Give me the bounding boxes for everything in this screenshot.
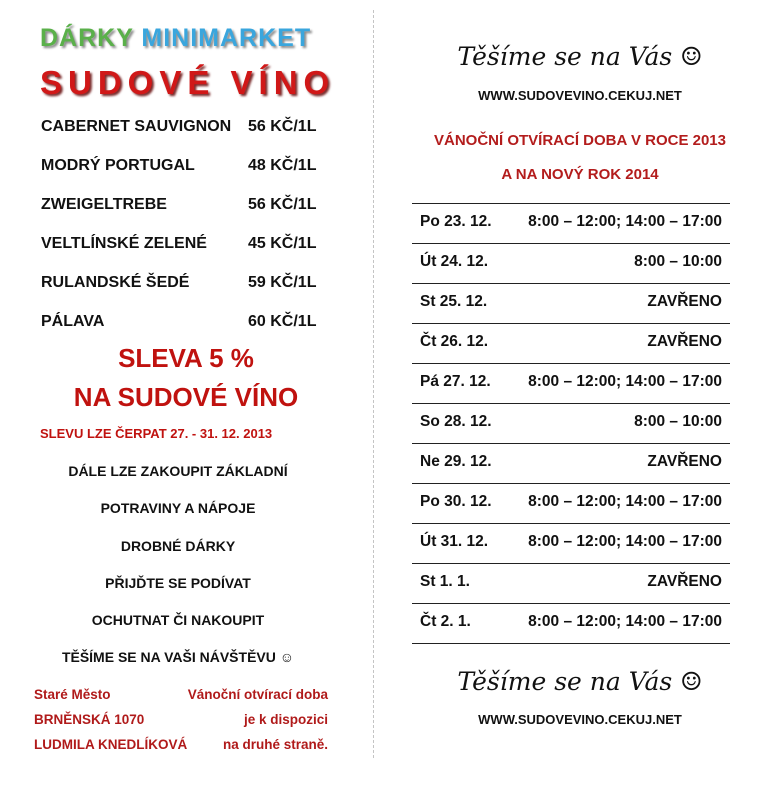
hours-subtitle: A NA NOVÝ ROK 2014: [501, 166, 659, 183]
hours-time: 8:00 – 10:00: [634, 253, 722, 270]
info-line: OCHUTNAT ČI NAKOUPIT: [91, 612, 265, 628]
hours-day: Po 23. 12.: [420, 213, 492, 230]
hours-time: ZAVŘENO: [647, 573, 722, 590]
info-line: TĚŠÍME SE NA VAŠI NÁVŠTĚVU ☺: [61, 649, 295, 665]
hours-time: 8:00 – 12:00; 14:00 – 17:00: [528, 613, 722, 630]
wine-row: [41, 190, 341, 229]
hours-time: 8:00 – 12:00; 14:00 – 17:00: [528, 213, 722, 230]
wine-price: 56 KČ/1L: [248, 118, 317, 135]
notice-line: je k dispozici: [243, 712, 328, 727]
info-line: POTRAVINY A NÁPOJE: [100, 500, 256, 516]
brand-darky: DÁRKY: [40, 24, 134, 52]
wine-row: [41, 112, 341, 151]
wine-price: 56 KČ/1L: [248, 196, 317, 213]
product-title: SUDOVÉ VÍNO: [40, 64, 336, 101]
left-panel: [0, 0, 372, 786]
hours-time: 8:00 – 12:00; 14:00 – 17:00: [528, 373, 722, 390]
wine-row: [41, 268, 341, 307]
wine-name: CABERNET SAUVIGNON: [41, 118, 232, 135]
right-panel: [390, 0, 770, 786]
wine-row: [41, 229, 341, 268]
sale-headline: SLEVA 5 %: [118, 343, 254, 373]
sale-subheadline: NA SUDOVÉ VÍNO: [73, 382, 299, 412]
wine-row: [41, 151, 341, 190]
tagline-bottom: Těšíme se na Vás ☺: [457, 667, 703, 696]
hours-row: [412, 364, 730, 404]
hours-row: [412, 564, 730, 604]
hours-time: 8:00 – 12:00; 14:00 – 17:00: [528, 493, 722, 510]
notice-line: Vánoční otvírací doba: [187, 687, 328, 702]
hours-day: St 25. 12.: [420, 293, 488, 310]
wine-price: 45 KČ/1L: [248, 235, 317, 252]
website-top: WWW.SUDOVEVINO.CEKUJ.NET: [478, 88, 682, 103]
notice-line: na druhé straně.: [222, 737, 328, 752]
hours-day: Po 30. 12.: [420, 493, 492, 510]
hours-row: [412, 284, 730, 324]
hours-title: VÁNOČNÍ OTVÍRACÍ DOBA V ROCE 2013: [434, 132, 726, 149]
hours-row: [412, 524, 730, 564]
wine-price-list: [41, 112, 341, 346]
hours-time: ZAVŘENO: [647, 453, 722, 470]
wine-price: 60 KČ/1L: [248, 313, 317, 330]
hours-time: ZAVŘENO: [647, 293, 722, 310]
hours-time: 8:00 – 10:00: [634, 413, 722, 430]
wine-name: MODRÝ PORTUGAL: [41, 157, 195, 174]
info-line: DROBNÉ DÁRKY: [120, 538, 236, 554]
hours-day: Út 31. 12.: [420, 533, 489, 550]
website-bottom: WWW.SUDOVEVINO.CEKUJ.NET: [478, 712, 682, 727]
hours-day: St 1. 1.: [420, 573, 470, 590]
info-line: DÁLE LZE ZAKOUPIT ZÁKLADNÍ: [68, 463, 288, 479]
wine-name: PÁLAVA: [41, 313, 105, 330]
store-address: [34, 682, 187, 757]
wine-price: 48 KČ/1L: [248, 157, 317, 174]
opening-hours-table: [412, 203, 730, 644]
address-line: LUDMILA KNEDLÍKOVÁ: [34, 737, 188, 752]
hours-day: Čt 2. 1.: [420, 613, 471, 630]
hours-time: 8:00 – 12:00; 14:00 – 17:00: [528, 533, 722, 550]
brand-logo: [40, 24, 311, 53]
wine-name: VELTLÍNSKÉ ZELENÉ: [41, 235, 207, 252]
fold-divider: [373, 10, 374, 758]
wine-name: ZWEIGELTREBE: [41, 196, 167, 213]
hours-row: [412, 404, 730, 444]
hours-day: Út 24. 12.: [420, 253, 489, 270]
info-line: PŘIJĎTE SE PODÍVAT: [105, 575, 251, 591]
hours-row: [412, 244, 730, 284]
hours-row: [412, 324, 730, 364]
hours-row: [412, 444, 730, 484]
hours-row: [412, 484, 730, 524]
sale-validity-note: SLEVU LZE ČERPAT 27. - 31. 12. 2013: [40, 426, 273, 441]
wine-price: 59 KČ/1L: [248, 274, 317, 291]
hours-day: Pá 27. 12.: [420, 373, 491, 390]
hours-day: Čt 26. 12.: [420, 333, 489, 350]
tagline-top: Těšíme se na Vás ☺: [457, 42, 703, 71]
hours-notice: [168, 682, 328, 757]
hours-time: ZAVŘENO: [647, 333, 722, 350]
wine-row: [41, 307, 341, 346]
hours-row: [412, 604, 730, 644]
hours-row: [412, 204, 730, 244]
address-line: Staré Město: [34, 687, 111, 702]
hours-day: So 28. 12.: [420, 413, 492, 430]
wine-name: RULANDSKÉ ŠEDÉ: [41, 274, 190, 291]
hours-day: Ne 29. 12.: [420, 453, 492, 470]
brand-minimarket: MINIMARKET: [141, 24, 312, 52]
address-line: BRNĚNSKÁ 1070: [34, 712, 145, 727]
